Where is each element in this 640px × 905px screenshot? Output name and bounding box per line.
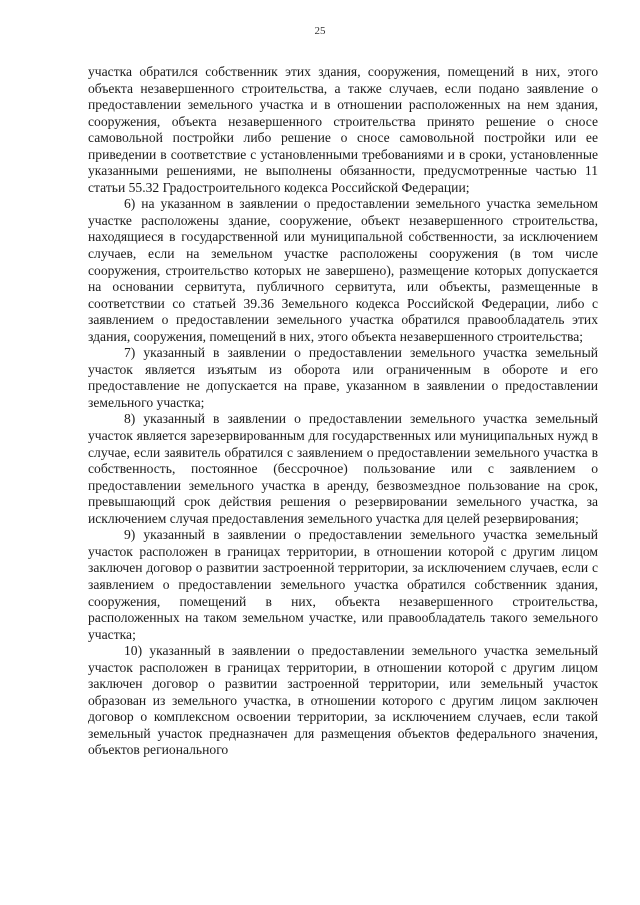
paragraph-item-7: 7) указанный в заявлении о предоставлении земельного участка земельный участок является изъятым из оборота или ограниченным в обороте и его предоставление не допускается на праве, указанном в заявлении о предоставлении земельного участка; — [88, 345, 598, 410]
document-body — [88, 64, 598, 759]
paragraph-item-8: 8) указанный в заявлении о предоставлении земельного участка земельный участок является зарезервированным для государственных или муниципальных нужд в случае, если заявитель обратился с заявлением о предоставлении земельного участка в собственность, постоянное (бессрочное) пользование или с заявлением о предоставлении земельного участка в аренду, безвозмездное пользование на срок, превышающий срок действия решения о резервировании земельного участка, за исключением случая предоставления земельного участка для целей резервирования; — [88, 411, 598, 526]
paragraph-item-10: 10) указанный в заявлении о предоставлении земельного участка земельный участок расположен в границах территории, в отношении которой с другим лицом заключен договор о развитии застроенной территории, или земельный участок образован из земельного участка, в отношении которого с другим лицом заключен договор о комплексном освоении территории, за исключением случаев, если такой земельный участок предназначен для размещения объектов федерального значения, объектов регионального — [88, 643, 598, 758]
paragraph-item-9: 9) указанный в заявлении о предоставлении земельного участка земельный участок расположен в границах территории, в отношении которой с другим лицом заключен договор о развитии застроенной территории, за исключением случаев, если с заявлением о предоставлении земельного участка обратился собственник здания, сооружения, помещений в них, объекта незавершенного строительства, расположенных на таком земельном участке, или правообладатель такого земельного участка; — [88, 527, 598, 642]
page-number: 25 — [314, 25, 326, 37]
paragraph-continuation: участка обратился собственник этих здания, сооружения, помещений в них, этого объекта незавершенного строительства, а также случаев, если подано заявление о предоставлении земельного участка и в отношении расположенных на нем здания, сооружения, объекта незавершенного строительства принято решение о сносе самовольной постройки либо решение о сносе самовольной постройки или ее приведении в соответствие с установленными требованиями и в сроки, установленные указанными решениями, не выполнены обязанности, предусмотренные частью 11 статьи 55.32 Градостроительного кодекса Российской Федерации; — [88, 64, 598, 195]
paragraph-item-6: 6) на указанном в заявлении о предоставлении земельного участка земельном участке расположены здание, сооружение, объект незавершенного строительства, находящиеся в государственной или муниципальной собственности, за исключением случаев, если на земельном участке расположены сооружения (в том числе сооружения, строительство которых не завершено), размещение которых допускается на основании сервитута, публичного сервитута, или объекты, размещенные в соответствии со статьей 39.36 Земельного кодекса Российской Федерации, либо с заявлением о предоставлении земельного участка обратился правообладатель этих здания, сооружения, помещений в них, этого объекта незавершенного строительства; — [88, 196, 598, 344]
